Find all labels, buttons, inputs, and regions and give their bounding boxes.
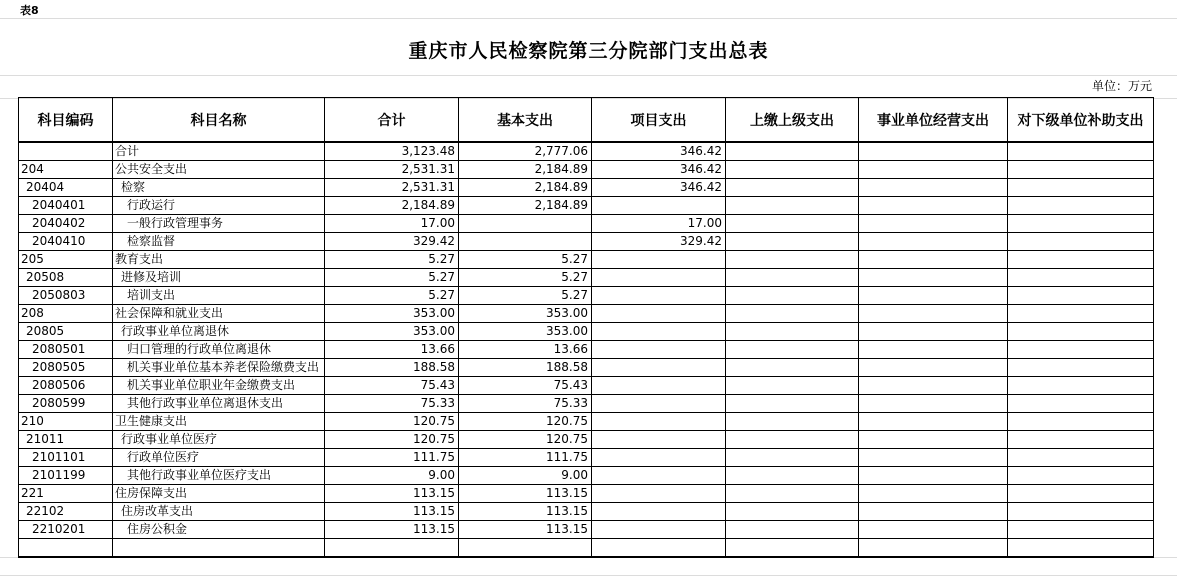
cell-business[interactable] [859,395,1008,413]
cell-business[interactable] [859,503,1008,521]
cell-business[interactable] [859,179,1008,197]
cell-project[interactable]: 346.42 [592,179,726,197]
cell-total[interactable]: 120.75 [325,413,459,431]
cell-subsidy[interactable] [1008,413,1154,431]
table-row [19,305,1154,323]
table-row [19,449,1154,467]
gridline [0,18,1177,19]
cell-basic[interactable]: 5.27 [459,251,592,269]
cell-code[interactable]: 2101199 [19,467,113,485]
cell-code[interactable]: 208 [19,305,113,323]
cell-code[interactable]: 20508 [19,269,113,287]
header-name[interactable]: 科目名称 [113,98,325,143]
cell-basic[interactable]: 353.00 [459,305,592,323]
cell-code[interactable]: 22102 [19,503,113,521]
cell-total[interactable]: 113.15 [325,503,459,521]
cell-total[interactable]: 13.66 [325,341,459,359]
cell-business[interactable] [859,215,1008,233]
cell-basic[interactable]: 120.75 [459,431,592,449]
cell-total[interactable]: 113.15 [325,521,459,539]
cell-business[interactable] [859,485,1008,503]
cell-business[interactable] [859,269,1008,287]
cell-project[interactable] [592,413,726,431]
cell-subsidy[interactable] [1008,323,1154,341]
cell-upper[interactable] [726,323,859,341]
cell-subsidy[interactable] [1008,197,1154,215]
table-row [19,269,1154,287]
cell-name[interactable]: 公共安全支出 [113,161,325,179]
cell-name[interactable]: 机关事业单位职业年金缴费支出 [113,377,325,395]
cell-code[interactable]: 20805 [19,323,113,341]
cell-business[interactable] [859,142,1008,161]
cell-basic[interactable]: 5.27 [459,269,592,287]
cell-basic[interactable] [459,233,592,251]
gridline [0,575,1177,576]
cell-name[interactable]: 行政运行 [113,197,325,215]
cell-basic[interactable]: 5.27 [459,287,592,305]
cell-upper[interactable] [726,413,859,431]
cell-name[interactable]: 教育支出 [113,251,325,269]
cell-name[interactable]: 一般行政管理事务 [113,215,325,233]
table-row [19,161,1154,179]
cell-name[interactable]: 住房公积金 [113,521,325,539]
table-row [19,215,1154,233]
header-subsidy[interactable]: 对下级单位补助支出 [1008,98,1154,143]
cell-upper[interactable] [726,215,859,233]
table-row [19,521,1154,539]
cell-project[interactable] [592,251,726,269]
cell-subsidy[interactable] [1008,377,1154,395]
header-code[interactable]: 科目编码 [19,98,113,143]
cell-business[interactable] [859,251,1008,269]
cell-code[interactable]: 2040410 [19,233,113,251]
cell-project[interactable] [592,323,726,341]
cell-basic[interactable]: 120.75 [459,413,592,431]
table-row [19,395,1154,413]
cell-code[interactable]: 2040401 [19,197,113,215]
cell-upper[interactable] [726,485,859,503]
table-row-empty [19,539,1154,558]
header-basic[interactable]: 基本支出 [459,98,592,143]
cell-business[interactable] [859,287,1008,305]
cell-basic[interactable]: 2,777.06 [459,142,592,161]
cell-upper[interactable] [726,197,859,215]
cell-basic[interactable]: 2,184.89 [459,179,592,197]
table-row [19,233,1154,251]
cell-total[interactable]: 2,531.31 [325,179,459,197]
cell-empty[interactable] [1008,539,1154,558]
table-row [19,323,1154,341]
table-row [19,142,1154,161]
cell-code[interactable]: 2050803 [19,287,113,305]
cell-business[interactable] [859,233,1008,251]
cell-subsidy[interactable] [1008,142,1154,161]
cell-subsidy[interactable] [1008,485,1154,503]
cell-code[interactable]: 21011 [19,431,113,449]
cell-basic[interactable]: 113.15 [459,485,592,503]
cell-code[interactable]: 2080505 [19,359,113,377]
cell-project[interactable] [592,287,726,305]
cell-subsidy[interactable] [1008,467,1154,485]
table-row [19,287,1154,305]
cell-subsidy[interactable] [1008,431,1154,449]
cell-total[interactable]: 111.75 [325,449,459,467]
cell-total[interactable]: 188.58 [325,359,459,377]
cell-name[interactable]: 住房改革支出 [113,503,325,521]
cell-code[interactable]: 210 [19,413,113,431]
cell-code[interactable] [19,142,113,161]
cell-name[interactable]: 卫生健康支出 [113,413,325,431]
table-row [19,359,1154,377]
gridline [0,75,1177,76]
cell-total[interactable]: 353.00 [325,305,459,323]
cell-total[interactable]: 17.00 [325,215,459,233]
cell-upper[interactable] [726,467,859,485]
cell-business[interactable] [859,161,1008,179]
header-business[interactable]: 事业单位经营支出 [859,98,1008,143]
cell-subsidy[interactable] [1008,395,1154,413]
cell-project[interactable] [592,359,726,377]
cell-empty[interactable] [459,539,592,558]
cell-upper[interactable] [726,431,859,449]
table-header-row [19,98,1154,143]
cell-basic[interactable]: 75.43 [459,377,592,395]
cell-business[interactable] [859,521,1008,539]
cell-upper[interactable] [726,341,859,359]
cell-business[interactable] [859,359,1008,377]
cell-basic[interactable]: 113.15 [459,503,592,521]
cell-total[interactable]: 2,184.89 [325,197,459,215]
cell-total[interactable]: 9.00 [325,467,459,485]
cell-upper[interactable] [726,251,859,269]
cell-project[interactable]: 329.42 [592,233,726,251]
cell-project[interactable] [592,431,726,449]
cell-project[interactable]: 17.00 [592,215,726,233]
cell-project[interactable] [592,449,726,467]
cell-upper[interactable] [726,503,859,521]
cell-subsidy[interactable] [1008,161,1154,179]
cell-subsidy[interactable] [1008,179,1154,197]
cell-upper[interactable] [726,449,859,467]
table-row [19,413,1154,431]
cell-empty[interactable] [726,539,859,558]
cell-business[interactable] [859,449,1008,467]
cell-code[interactable]: 20404 [19,179,113,197]
cell-project[interactable] [592,341,726,359]
cell-basic[interactable]: 188.58 [459,359,592,377]
cell-business[interactable] [859,197,1008,215]
cell-business[interactable] [859,323,1008,341]
cell-name[interactable]: 归口管理的行政单位离退休 [113,341,325,359]
cell-upper[interactable] [726,395,859,413]
cell-business[interactable] [859,467,1008,485]
cell-name[interactable]: 检察监督 [113,233,325,251]
sheet-label: 表8 [20,4,39,17]
cell-name[interactable]: 机关事业单位基本养老保险缴费支出 [113,359,325,377]
table-row [19,431,1154,449]
cell-empty[interactable] [325,539,459,558]
table-row [19,251,1154,269]
cell-code[interactable]: 204 [19,161,113,179]
cell-total[interactable]: 75.33 [325,395,459,413]
cell-subsidy[interactable] [1008,449,1154,467]
cell-total[interactable]: 353.00 [325,323,459,341]
expenditure-table [18,97,1154,558]
header-upper[interactable]: 上缴上级支出 [726,98,859,143]
cell-project[interactable]: 346.42 [592,161,726,179]
cell-upper[interactable] [726,359,859,377]
cell-upper[interactable] [726,305,859,323]
cell-basic[interactable]: 113.15 [459,521,592,539]
cell-total[interactable]: 120.75 [325,431,459,449]
cell-basic[interactable]: 75.33 [459,395,592,413]
cell-code[interactable]: 2040402 [19,215,113,233]
header-total[interactable]: 合计 [325,98,459,143]
cell-code[interactable]: 2080599 [19,395,113,413]
cell-subsidy[interactable] [1008,359,1154,377]
cell-subsidy[interactable] [1008,503,1154,521]
cell-total[interactable]: 2,531.31 [325,161,459,179]
cell-project[interactable] [592,395,726,413]
cell-project[interactable] [592,377,726,395]
cell-basic[interactable] [459,215,592,233]
cell-basic[interactable]: 9.00 [459,467,592,485]
cell-business[interactable] [859,305,1008,323]
cell-name[interactable]: 培训支出 [113,287,325,305]
table-row [19,485,1154,503]
cell-project[interactable] [592,305,726,323]
table-body [19,142,1154,557]
cell-total[interactable]: 75.43 [325,377,459,395]
cell-project[interactable] [592,485,726,503]
cell-code[interactable]: 2080501 [19,341,113,359]
table-row [19,467,1154,485]
cell-total[interactable]: 5.27 [325,251,459,269]
cell-total[interactable]: 5.27 [325,269,459,287]
cell-total[interactable]: 113.15 [325,485,459,503]
cell-subsidy[interactable] [1008,269,1154,287]
cell-code[interactable]: 221 [19,485,113,503]
cell-project[interactable]: 346.42 [592,142,726,161]
cell-subsidy[interactable] [1008,233,1154,251]
cell-upper[interactable] [726,287,859,305]
cell-upper[interactable] [726,142,859,161]
cell-subsidy[interactable] [1008,251,1154,269]
cell-business[interactable] [859,341,1008,359]
cell-subsidy[interactable] [1008,305,1154,323]
cell-name[interactable]: 合计 [113,142,325,161]
cell-empty[interactable] [859,539,1008,558]
cell-name[interactable]: 其他行政事业单位医疗支出 [113,467,325,485]
cell-project[interactable] [592,269,726,287]
cell-upper[interactable] [726,161,859,179]
header-project[interactable]: 项目支出 [592,98,726,143]
cell-business[interactable] [859,413,1008,431]
cell-empty[interactable] [592,539,726,558]
cell-upper[interactable] [726,179,859,197]
cell-name[interactable]: 住房保障支出 [113,485,325,503]
cell-upper[interactable] [726,521,859,539]
cell-upper[interactable] [726,377,859,395]
cell-empty[interactable] [113,539,325,558]
table-row [19,503,1154,521]
table-row [19,377,1154,395]
cell-total[interactable]: 3,123.48 [325,142,459,161]
cell-name[interactable]: 其他行政事业单位离退休支出 [113,395,325,413]
page-title: 重庆市人民检察院第三分院部门支出总表 [408,40,769,62]
cell-subsidy[interactable] [1008,215,1154,233]
cell-business[interactable] [859,431,1008,449]
cell-basic[interactable]: 2,184.89 [459,161,592,179]
cell-name[interactable]: 检察 [113,179,325,197]
cell-basic[interactable]: 111.75 [459,449,592,467]
cell-upper[interactable] [726,269,859,287]
cell-project[interactable] [592,503,726,521]
cell-code[interactable]: 2210201 [19,521,113,539]
cell-subsidy[interactable] [1008,341,1154,359]
cell-basic[interactable]: 353.00 [459,323,592,341]
cell-basic[interactable]: 2,184.89 [459,197,592,215]
cell-project[interactable] [592,197,726,215]
cell-upper[interactable] [726,233,859,251]
cell-empty[interactable] [19,539,113,558]
cell-code[interactable]: 205 [19,251,113,269]
cell-name[interactable]: 行政事业单位离退休 [113,323,325,341]
cell-total[interactable]: 5.27 [325,287,459,305]
table-row [19,197,1154,215]
cell-subsidy[interactable] [1008,521,1154,539]
table-row [19,341,1154,359]
cell-basic[interactable]: 13.66 [459,341,592,359]
cell-name[interactable]: 社会保障和就业支出 [113,305,325,323]
unit-label: 单位：万元 [1091,79,1152,93]
cell-project[interactable] [592,467,726,485]
cell-business[interactable] [859,377,1008,395]
cell-name[interactable]: 行政事业单位医疗 [113,431,325,449]
cell-subsidy[interactable] [1008,287,1154,305]
cell-name[interactable]: 行政单位医疗 [113,449,325,467]
table-row [19,179,1154,197]
cell-code[interactable]: 2101101 [19,449,113,467]
cell-name[interactable]: 进修及培训 [113,269,325,287]
cell-project[interactable] [592,521,726,539]
cell-total[interactable]: 329.42 [325,233,459,251]
cell-code[interactable]: 2080506 [19,377,113,395]
